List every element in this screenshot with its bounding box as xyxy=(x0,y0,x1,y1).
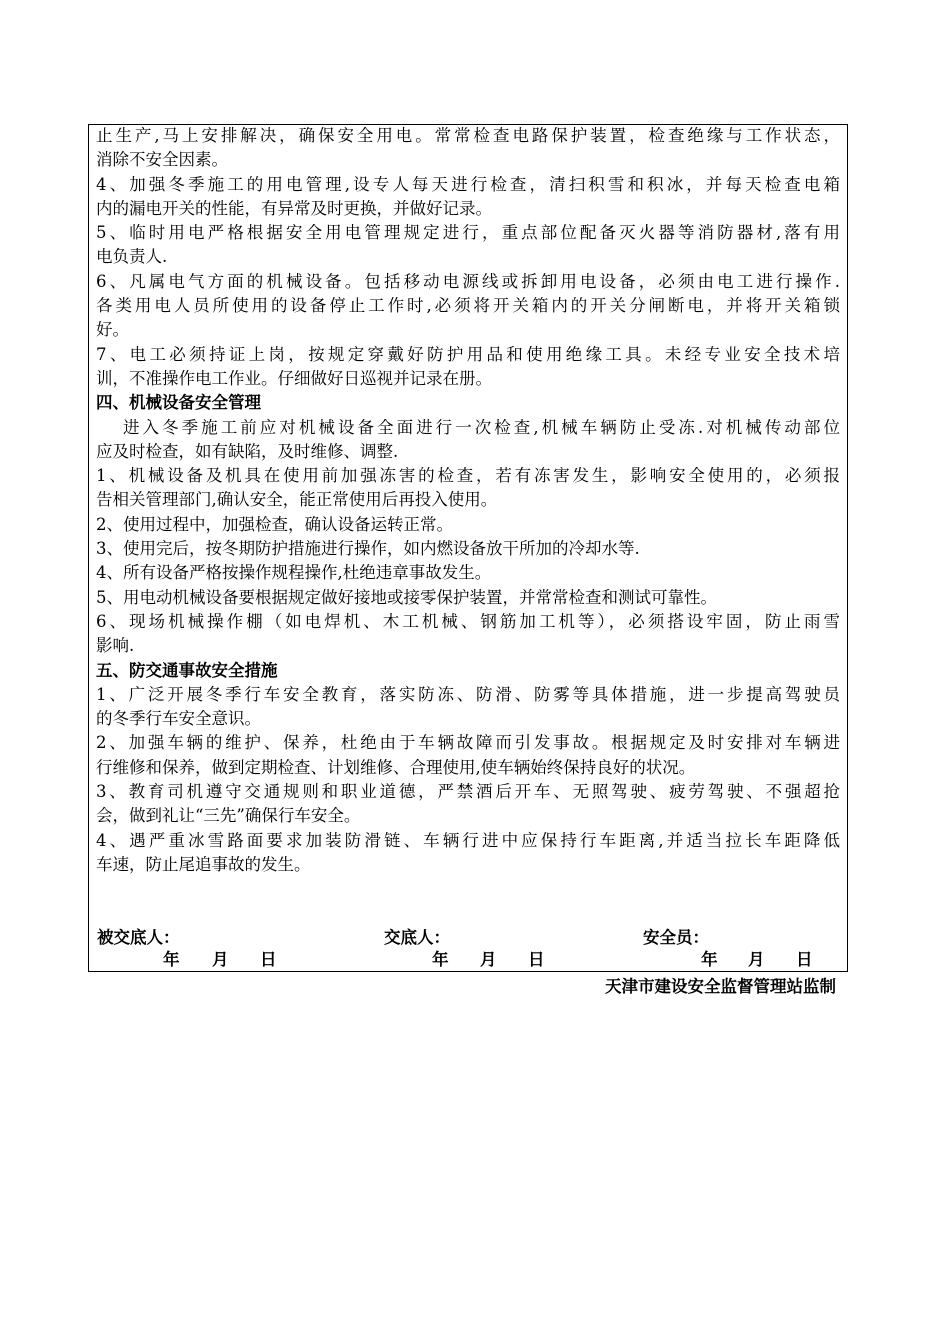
paragraph-line: 各类用电人员所使用的设备停止工作时,必须将开关箱内的开关分闸断电，并将开关箱锁 xyxy=(96,296,840,316)
paragraph-line: 5、用电动机械设备要根据规定做好接地或接零保护装置，并常常检查和测试可靠性。 xyxy=(96,587,717,607)
paragraph-line: 4、所有设备严格按操作规程操作,杜绝违章事故发生。 xyxy=(96,563,492,583)
paragraph-line: 的冬季行车安全意识。 xyxy=(96,709,261,729)
paragraph-line: 好。 xyxy=(96,320,129,340)
paragraph-line: 1、广泛开展冬季行车安全教育，落实防冻、防滑、防雾等具体措施，进一步提高驾驶员 xyxy=(96,684,840,704)
recipient-day: 日 xyxy=(260,950,277,969)
paragraph-line: 止生产,马上安排解决，确保安全用电。常常检查电路保护装置，检查绝缘与工作状态， xyxy=(96,126,840,145)
paragraph-line: 告相关管理部门,确认安全，能正常使用后再投入使用。 xyxy=(96,490,498,510)
recipient-year: 年 xyxy=(163,950,180,969)
paragraph-line: 内的漏电开关的性能，有异常及时更换，并做好记录。 xyxy=(96,198,492,218)
paragraph-line: 4、加强冬季施工的用电管理,设专人每天进行检查，清扫积雪和积冰，并每天检查电箱 xyxy=(96,174,840,194)
paragraph-line: 3、使用完后，按冬期防护措施进行操作，如内燃设备放干所加的冷却水等. xyxy=(96,539,640,559)
paragraph-line: 应及时检查，如有缺陷，及时维修、调整. xyxy=(96,441,399,461)
paragraph-line: 影响. xyxy=(96,636,135,656)
discloser-month: 月 xyxy=(480,950,497,969)
recipient-label: 被交底人： xyxy=(97,928,180,947)
document-body xyxy=(96,124,840,877)
paragraph-line: 6、现场机械操作棚（如电焊机、木工机械、钢筋加工机等），必须搭设牢固，防止雨雪 xyxy=(96,611,840,631)
recipient-month: 月 xyxy=(212,950,229,969)
paragraph-line: 3、教育司机遵守交通规则和职业道德，严禁酒后开车、无照驾驶、疲劳驾驶、不强超抢 xyxy=(96,782,840,802)
paragraph-line: 6、凡属电气方面的机械设备。包括移动电源线或拆卸用电设备，必须由电工进行操作. xyxy=(96,271,840,291)
section-heading: 五、防交通事故安全措施 xyxy=(96,660,278,680)
paragraph-line: 行维修和保养，做到定期检查、计划维修、合理使用,使车辆始终保持良好的状况。 xyxy=(96,757,696,777)
discloser-year: 年 xyxy=(432,950,449,969)
paragraph-line: 1、机械设备及机具在使用前加强冻害的检查，若有冻害发生，影响安全使用的，必须报 xyxy=(96,466,840,486)
paragraph-line: 会，做到礼让“三先”确保行车安全。 xyxy=(96,806,361,826)
section-heading: 四、机械设备安全管理 xyxy=(96,393,261,413)
safety-officer-day: 日 xyxy=(796,950,813,969)
safety-officer-label: 安全员： xyxy=(643,928,709,947)
paragraph-line: 消除不安全因素。 xyxy=(96,150,228,170)
paragraph-line: 2、加强车辆的维护、保养，杜绝由于车辆故障而引发事故。根据规定及时安排对车辆进 xyxy=(96,733,840,753)
paragraph-line: 进入冬季施工前应对机械设备全面进行一次检查,机械车辆防止受冻.对机械传动部位 xyxy=(123,417,840,437)
safety-officer-year: 年 xyxy=(701,950,718,969)
paragraph-line: 5、临时用电严格根据安全用电管理规定进行，重点部位配备灭火器等消防器材,落有用 xyxy=(96,223,840,243)
paragraph-line: 7、电工必须持证上岗，按规定穿戴好防护用品和使用绝缘工具。未经专业安全技术培 xyxy=(96,344,840,364)
paragraph-line: 车速，防止尾追事故的发生。 xyxy=(96,854,311,874)
paragraph-line: 4、遇严重冰雪路面要求加装防滑链、车辆行进中应保持行车距离,并适当拉长车距降低 xyxy=(96,830,840,850)
paragraph-line: 电负责人. xyxy=(96,247,168,267)
safety-officer-month: 月 xyxy=(748,950,765,969)
discloser-label: 交底人： xyxy=(384,928,450,947)
paragraph-line: 训，不准操作电工作业。仔细做好日巡视并记录在册。 xyxy=(96,368,492,388)
discloser-day: 日 xyxy=(528,950,545,969)
paragraph-line: 2、使用过程中，加强检查，确认设备运转正常。 xyxy=(96,514,453,534)
issuer-footer: 天津市建设安全监督管理站监制 xyxy=(605,977,836,996)
